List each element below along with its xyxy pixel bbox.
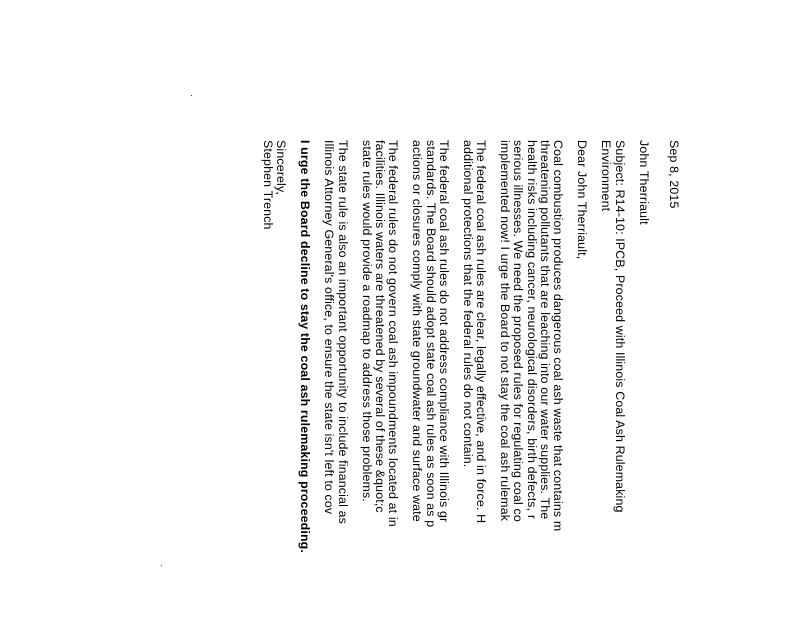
paragraph-line: The federal coal ash rules do not address compliance with Illinois gr — [436, 140, 451, 523]
paragraph-line: Coal combustion produces dangerous coal ash waste that contains m — [551, 140, 566, 532]
letter-signoff: Sincerely, — [274, 140, 289, 195]
letter-subject-line: Environment — [599, 140, 614, 212]
letter-signature: Stephen Trench — [260, 140, 275, 230]
paragraph-line: health risks including cancer, neurological disorders, birth defects, r — [524, 140, 539, 520]
letter-paragraph-2 — [461, 140, 487, 610]
paragraph-line: The state rule is also an important opportunity to include financial as — [335, 140, 350, 524]
paragraph-line: facilities. Illinois waters are threatened by several of these &quot;c — [373, 140, 387, 513]
scan-speck — [191, 95, 192, 96]
letter-closing-line: I urge the Board decline to stay the coal ash rulemaking proceeding. — [298, 140, 313, 553]
paragraph-line: standards. The Board should adopt state coal ash rules as soon as p — [423, 140, 438, 528]
paragraph-line: implemented now! I urge the Board to not stay the coal ash rulemak — [498, 140, 513, 522]
paragraph-line: threatening pollutants that are leaching into our water supplies. The — [537, 140, 552, 520]
letter-subject-line: Subject: R14-10: IPCB, Proceed with Illinois Coal Ash Rulemaking — [612, 140, 627, 513]
letter-body — [260, 140, 681, 610]
paragraph-line: serious illnesses. We need the proposed rules for regulating coal co — [511, 140, 526, 522]
paragraph-line: The federal rules do not govern coal ash impoundments located at in — [386, 140, 401, 527]
letter-salutation: Dear John Therriault, — [575, 140, 590, 260]
paragraph-line: Illinois Attorney General's office, to ensure the state isn't left to cov — [322, 140, 337, 515]
paragraph-line: The federal coal ash rules are clear, legally effective, and in force. H — [474, 140, 489, 524]
letter-paragraph-1 — [498, 140, 564, 610]
letter-paragraph-4 — [360, 140, 400, 610]
paragraph-line: actions or closures comply with state groundwater and surface wate — [410, 140, 425, 522]
letter-paragraph-3 — [410, 140, 450, 610]
scan-speck — [161, 565, 162, 566]
letter-paragraph-5 — [322, 140, 348, 610]
letter-recipient: John Therriault — [636, 140, 651, 225]
paragraph-line: additional protections that the federal rules do not contain. — [460, 140, 475, 468]
paragraph-line: state rules would provide a roadmap to address those problems. — [359, 140, 374, 502]
letter-date: Sep 8, 2015 — [667, 140, 681, 209]
